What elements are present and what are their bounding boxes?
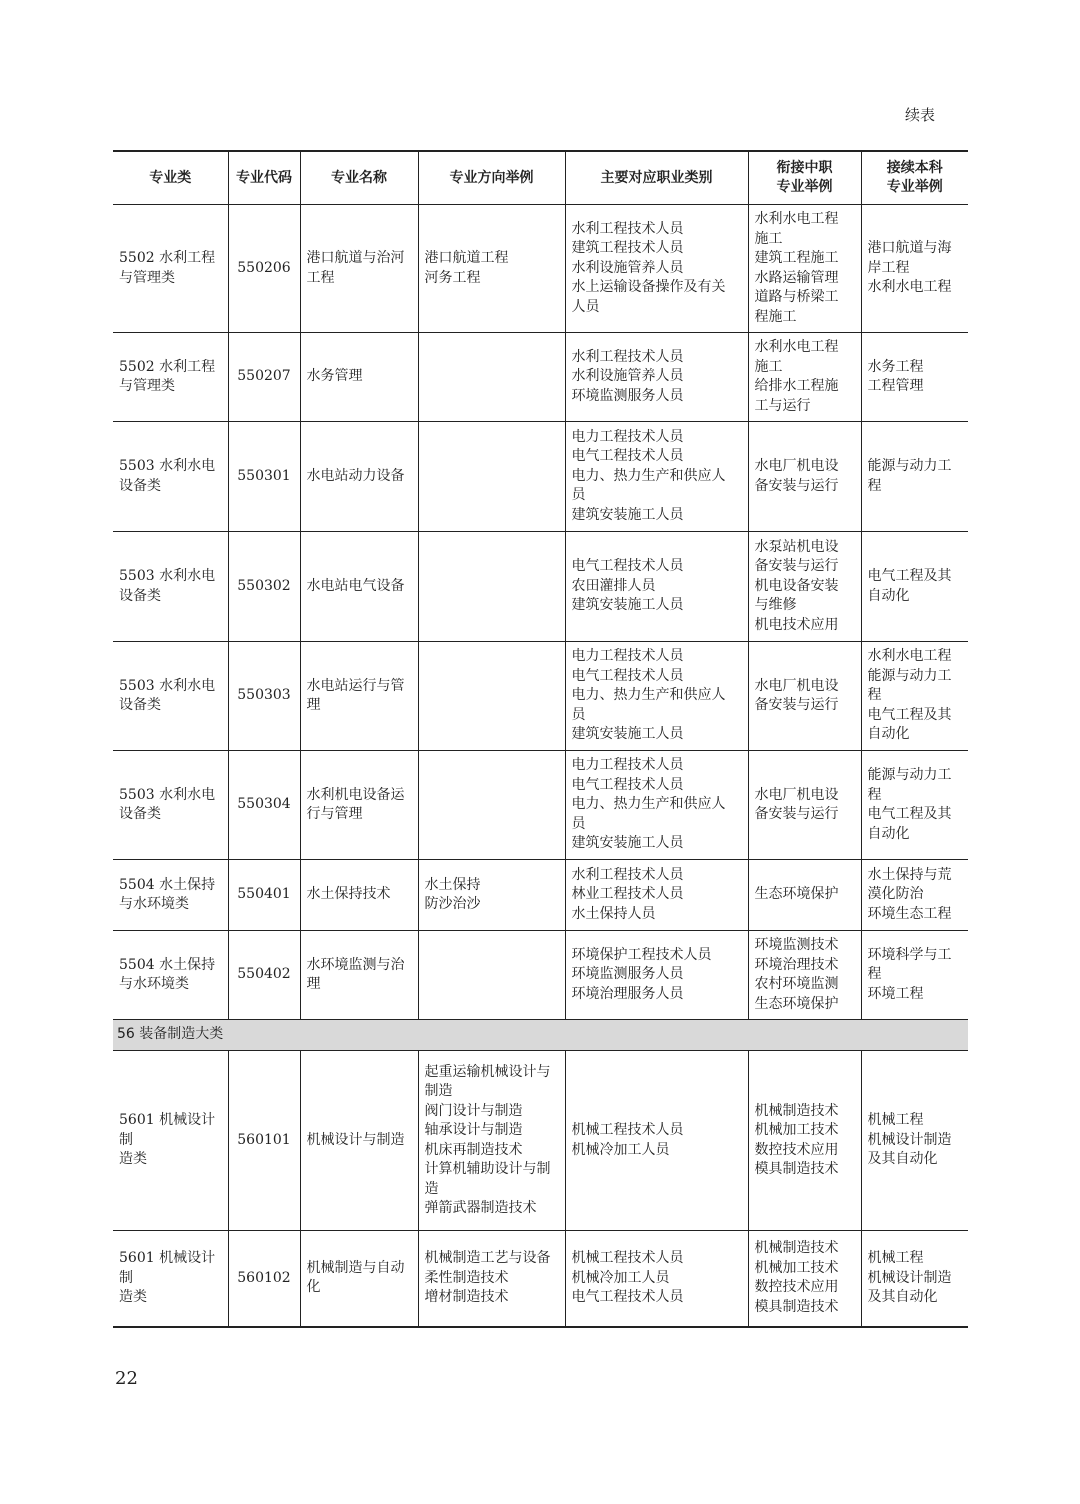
cell-directions — [418, 333, 565, 422]
cell-category: 5504 水土保持 与水环境类 — [113, 860, 228, 931]
cell-name: 水电站电气设备 — [300, 532, 418, 642]
cell-code: 550401 — [228, 860, 300, 931]
cell-undergrad: 水务工程 工程管理 — [861, 333, 968, 422]
cell-secondary: 水电厂机电设 备安装与运行 — [748, 422, 861, 532]
cell-jobs: 电力工程技术人员 电气工程技术人员 电力、热力生产和供应人 员 建筑安装施工人员 — [565, 642, 748, 751]
cell-undergrad: 水利水电工程 能源与动力工 程 电气工程及其 自动化 — [861, 642, 968, 751]
table-row — [113, 860, 968, 931]
cell-undergrad: 能源与动力工 程 — [861, 422, 968, 532]
header-undergrad: 接续本科 专业举例 — [861, 151, 968, 205]
cell-code: 560101 — [228, 1051, 300, 1231]
cell-undergrad: 水土保持与荒 漠化防治 环境生态工程 — [861, 860, 968, 931]
table-row — [113, 532, 968, 642]
cell-category: 5503 水利水电 设备类 — [113, 422, 228, 532]
cell-code: 550402 — [228, 931, 300, 1020]
cell-directions: 港口航道工程 河务工程 — [418, 205, 565, 333]
cell-jobs: 机械工程技术人员 机械冷加工人员 电气工程技术人员 — [565, 1231, 748, 1327]
table-row — [113, 931, 968, 1020]
cell-directions: 机械制造工艺与设备 柔性制造技术 增材制造技术 — [418, 1231, 565, 1327]
cell-directions — [418, 751, 565, 860]
cell-jobs: 水利工程技术人员 建筑工程技术人员 水利设施管养人员 水上运输设备操作及有关 人员 — [565, 205, 748, 333]
cell-undergrad: 机械工程 机械设计制造 及其自动化 — [861, 1231, 968, 1327]
section-title: 56 装备制造大类 — [113, 1020, 968, 1051]
cell-secondary: 水电厂机电设 备安装与运行 — [748, 642, 861, 751]
cell-name: 水电站运行与管 理 — [300, 642, 418, 751]
cell-undergrad: 机械工程 机械设计制造 及其自动化 — [861, 1051, 968, 1231]
cell-directions: 起重运输机械设计与 制造 阀门设计与制造 轴承设计与制造 机床再制造技术 计算机辅助设计与制 造 弹箭武器制造技术 — [418, 1051, 565, 1231]
cell-directions — [418, 532, 565, 642]
header-name: 专业名称 — [300, 151, 418, 205]
cell-secondary: 水泵站机电设 备安装与运行 机电设备安装 与维修 机电技术应用 — [748, 532, 861, 642]
table-row — [113, 333, 968, 422]
cell-secondary: 机械制造技术 机械加工技术 数控技术应用 模具制造技术 — [748, 1231, 861, 1327]
cell-name: 水土保持技术 — [300, 860, 418, 931]
cell-category: 5502 水利工程 与管理类 — [113, 205, 228, 333]
cell-secondary: 水利水电工程 施工 建筑工程施工 水路运输管理 道路与桥梁工 程施工 — [748, 205, 861, 333]
cell-code: 550206 — [228, 205, 300, 333]
cell-code: 550301 — [228, 422, 300, 532]
cell-code: 550207 — [228, 333, 300, 422]
header-directions: 专业方向举例 — [418, 151, 565, 205]
cell-undergrad: 环境科学与工 程 环境工程 — [861, 931, 968, 1020]
cell-jobs: 电力工程技术人员 电气工程技术人员 电力、热力生产和供应人 员 建筑安装施工人员 — [565, 422, 748, 532]
cell-name: 水利机电设备运 行与管理 — [300, 751, 418, 860]
cell-code: 550303 — [228, 642, 300, 751]
header-code: 专业代码 — [228, 151, 300, 205]
cell-name: 机械设计与制造 — [300, 1051, 418, 1231]
table-row — [113, 205, 968, 333]
table-row — [113, 1231, 968, 1327]
cell-code: 560102 — [228, 1231, 300, 1327]
table-row — [113, 1051, 968, 1231]
cell-jobs: 电力工程技术人员 电气工程技术人员 电力、热力生产和供应人 员 建筑安装施工人员 — [565, 751, 748, 860]
cell-category: 5601 机械设计制 造类 — [113, 1231, 228, 1327]
cell-category: 5503 水利水电 设备类 — [113, 642, 228, 751]
cell-code: 550304 — [228, 751, 300, 860]
cell-undergrad: 港口航道与海 岸工程 水利水电工程 — [861, 205, 968, 333]
cell-secondary: 水电厂机电设 备安装与运行 — [748, 751, 861, 860]
cell-category: 5502 水利工程 与管理类 — [113, 333, 228, 422]
table-header-row — [113, 151, 968, 205]
page-number: 22 — [115, 1368, 138, 1389]
cell-name: 机械制造与自动 化 — [300, 1231, 418, 1327]
cell-category: 5601 机械设计制 造类 — [113, 1051, 228, 1231]
majors-table — [113, 150, 968, 1328]
cell-secondary: 生态环境保护 — [748, 860, 861, 931]
cell-undergrad: 能源与动力工 程 电气工程及其 自动化 — [861, 751, 968, 860]
table-row — [113, 422, 968, 532]
cell-jobs: 水利工程技术人员 林业工程技术人员 水土保持人员 — [565, 860, 748, 931]
cell-jobs: 电气工程技术人员 农田灌排人员 建筑安装施工人员 — [565, 532, 748, 642]
cell-directions — [418, 422, 565, 532]
table-row — [113, 751, 968, 860]
cell-directions: 水土保持 防沙治沙 — [418, 860, 565, 931]
cell-jobs: 机械工程技术人员 机械冷加工人员 — [565, 1051, 748, 1231]
header-secondary: 衔接中职 专业举例 — [748, 151, 861, 205]
cell-code: 550302 — [228, 532, 300, 642]
cell-directions — [418, 931, 565, 1020]
header-jobs: 主要对应职业类别 — [565, 151, 748, 205]
cell-name: 水环境监测与治 理 — [300, 931, 418, 1020]
cell-secondary: 环境监测技术 环境治理技术 农村环境监测 生态环境保护 — [748, 931, 861, 1020]
cell-category: 5504 水土保持 与水环境类 — [113, 931, 228, 1020]
table-row — [113, 642, 968, 751]
cell-name: 水务管理 — [300, 333, 418, 422]
cell-secondary: 机械制造技术 机械加工技术 数控技术应用 模具制造技术 — [748, 1051, 861, 1231]
continued-label: 续表 — [904, 106, 935, 124]
cell-secondary: 水利水电工程 施工 给排水工程施 工与运行 — [748, 333, 861, 422]
header-category: 专业类 — [113, 151, 228, 205]
cell-jobs: 水利工程技术人员 水利设施管养人员 环境监测服务人员 — [565, 333, 748, 422]
cell-jobs: 环境保护工程技术人员 环境监测服务人员 环境治理服务人员 — [565, 931, 748, 1020]
section-row — [113, 1020, 968, 1051]
cell-directions — [418, 642, 565, 751]
cell-undergrad: 电气工程及其 自动化 — [861, 532, 968, 642]
cell-category: 5503 水利水电 设备类 — [113, 751, 228, 860]
cell-name: 水电站动力设备 — [300, 422, 418, 532]
cell-name: 港口航道与治河 工程 — [300, 205, 418, 333]
cell-category: 5503 水利水电 设备类 — [113, 532, 228, 642]
